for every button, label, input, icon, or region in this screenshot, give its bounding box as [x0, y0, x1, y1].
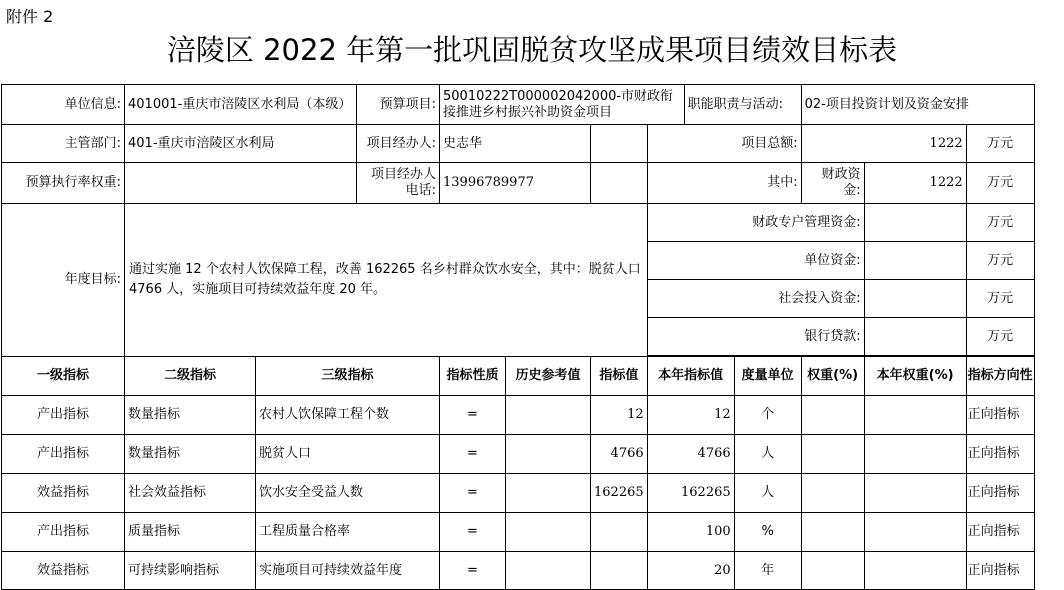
row-level1: 产出指标	[2, 435, 125, 474]
row-level2: 社会效益指标	[125, 474, 256, 513]
row-history	[506, 474, 591, 513]
row-year-weight	[864, 396, 966, 435]
unit-label: 单位信息:	[2, 85, 125, 125]
header-year-value: 本年指标值	[647, 357, 734, 396]
bank-loan-label: 银行贷款:	[647, 318, 864, 356]
row-level3: 实施项目可持续效益年度	[256, 552, 440, 590]
row-level3: 农村人饮保障工程个数	[256, 396, 440, 435]
page-title: 涪陵区 2022 年第一批巩固脱贫攻坚成果项目绩效目标表	[166, 33, 898, 67]
fiscal-value: 1222	[864, 163, 966, 204]
row-level1: 效益指标	[2, 474, 125, 513]
empty-cell	[591, 125, 648, 163]
header-level1: 一级指标	[2, 357, 125, 396]
row-level3: 脱贫人口	[256, 435, 440, 474]
header-value: 指标值	[591, 357, 648, 396]
row-weight	[801, 474, 864, 513]
row-direction: 正向指标	[966, 552, 1034, 590]
row-direction: 正向指标	[966, 435, 1034, 474]
row-year-weight	[864, 435, 966, 474]
row-level2: 质量指标	[125, 513, 256, 552]
row-nature: =	[440, 552, 506, 590]
row-level1: 产出指标	[2, 396, 125, 435]
row-direction: 正向指标	[966, 396, 1034, 435]
bank-loan-unit: 万元	[966, 318, 1034, 356]
info-row-weight	[2, 163, 1035, 204]
row-level2: 数量指标	[125, 435, 256, 474]
row-year-weight	[864, 513, 966, 552]
total-value: 1222	[801, 125, 966, 163]
row-weight	[801, 552, 864, 590]
row-year-value: 162265	[647, 474, 734, 513]
fiscal-label: 财政资金:	[801, 163, 864, 204]
row-history	[506, 435, 591, 474]
dept-label: 主管部门:	[2, 125, 125, 163]
row-unit: %	[734, 513, 801, 552]
total-label: 项目总额:	[647, 125, 801, 163]
manager-label: 项目经办人:	[357, 125, 440, 163]
table-row	[2, 435, 1035, 474]
budget-item-value: 50010222T000002042000-市财政衔接推进乡村振兴补助资金项目	[440, 85, 685, 125]
row-direction: 正向指标	[966, 513, 1034, 552]
row-year-value: 100	[647, 513, 734, 552]
annual-goal-text: 通过实施 12 个农村人饮保障工程，改善 162265 名乡村群众饮水安全，其中：脱贫人口 4766 人，实施项目可持续效益年度 20 年。	[125, 204, 648, 357]
phone-value: 13996789977	[440, 163, 591, 204]
special-fund-unit: 万元	[966, 204, 1034, 242]
unit-value: 401001-重庆市涪陵区水利局（本级）	[125, 85, 357, 125]
dept-value: 401-重庆市涪陵区水利局	[125, 125, 357, 163]
row-history	[506, 552, 591, 590]
table-row	[2, 552, 1035, 590]
empty-cell	[591, 163, 648, 204]
header-level2: 二级指标	[125, 357, 256, 396]
row-year-value: 4766	[647, 435, 734, 474]
row-history	[506, 513, 591, 552]
row-level2: 数量指标	[125, 396, 256, 435]
header-nature: 指标性质	[440, 357, 506, 396]
indicator-header-row	[2, 357, 1035, 396]
table-row	[2, 513, 1035, 552]
duty-value: 02-项目投资计划及资金安排	[801, 85, 1034, 125]
row-level1: 产出指标	[2, 513, 125, 552]
row-direction: 正向指标	[966, 474, 1034, 513]
bank-loan-value	[864, 318, 966, 356]
unit-fund-value	[864, 242, 966, 280]
among-label: 其中:	[647, 163, 801, 204]
unit-fund-unit: 万元	[966, 242, 1034, 280]
header-direction: 指标方向性	[966, 357, 1034, 396]
row-year-value: 12	[647, 396, 734, 435]
fiscal-unit: 万元	[966, 163, 1034, 204]
row-unit: 人	[734, 435, 801, 474]
row-level2: 可持续影响指标	[125, 552, 256, 590]
social-fund-label: 社会投入资金:	[647, 280, 864, 318]
social-fund-value	[864, 280, 966, 318]
table-row	[2, 474, 1035, 513]
header-unit: 度量单位	[734, 357, 801, 396]
row-weight	[801, 396, 864, 435]
duty-label: 职能职责与活动:	[684, 85, 801, 125]
annex-label: 附件 2	[6, 7, 54, 26]
budget-item-label: 预算项目:	[357, 85, 440, 125]
row-nature: =	[440, 396, 506, 435]
social-fund-unit: 万元	[966, 280, 1034, 318]
info-row-unit	[2, 85, 1035, 125]
header-weight: 权重(%)	[801, 357, 864, 396]
row-nature: =	[440, 474, 506, 513]
row-unit: 人	[734, 474, 801, 513]
row-nature: =	[440, 435, 506, 474]
row-level3: 饮水安全受益人数	[256, 474, 440, 513]
row-nature: =	[440, 513, 506, 552]
row-unit: 年	[734, 552, 801, 590]
row-value	[591, 513, 648, 552]
header-year-weight: 本年权重(%)	[864, 357, 966, 396]
performance-target-table	[1, 84, 1035, 590]
row-value: 162265	[591, 474, 648, 513]
row-history	[506, 396, 591, 435]
table-row	[2, 396, 1035, 435]
unit-fund-label: 单位资金:	[647, 242, 864, 280]
manager-value: 史志华	[440, 125, 591, 163]
row-level1: 效益指标	[2, 552, 125, 590]
special-fund-label: 财政专户管理资金:	[647, 204, 864, 242]
row-value: 12	[591, 396, 648, 435]
row-year-weight	[864, 552, 966, 590]
weight-label: 预算执行率权重:	[2, 163, 125, 204]
row-level3: 工程质量合格率	[256, 513, 440, 552]
total-unit: 万元	[966, 125, 1034, 163]
special-fund-value	[864, 204, 966, 242]
row-year-weight	[864, 474, 966, 513]
info-row-special	[2, 204, 1035, 242]
header-history: 历史参考值	[506, 357, 591, 396]
row-year-value: 20	[647, 552, 734, 590]
row-value	[591, 552, 648, 590]
header-level3: 三级指标	[256, 357, 440, 396]
row-value: 4766	[591, 435, 648, 474]
row-weight	[801, 513, 864, 552]
phone-label: 项目经办人电话:	[357, 163, 440, 204]
info-row-dept	[2, 125, 1035, 163]
row-weight	[801, 435, 864, 474]
annual-goal-label: 年度目标:	[2, 204, 125, 357]
weight-value	[125, 163, 357, 204]
row-unit: 个	[734, 396, 801, 435]
